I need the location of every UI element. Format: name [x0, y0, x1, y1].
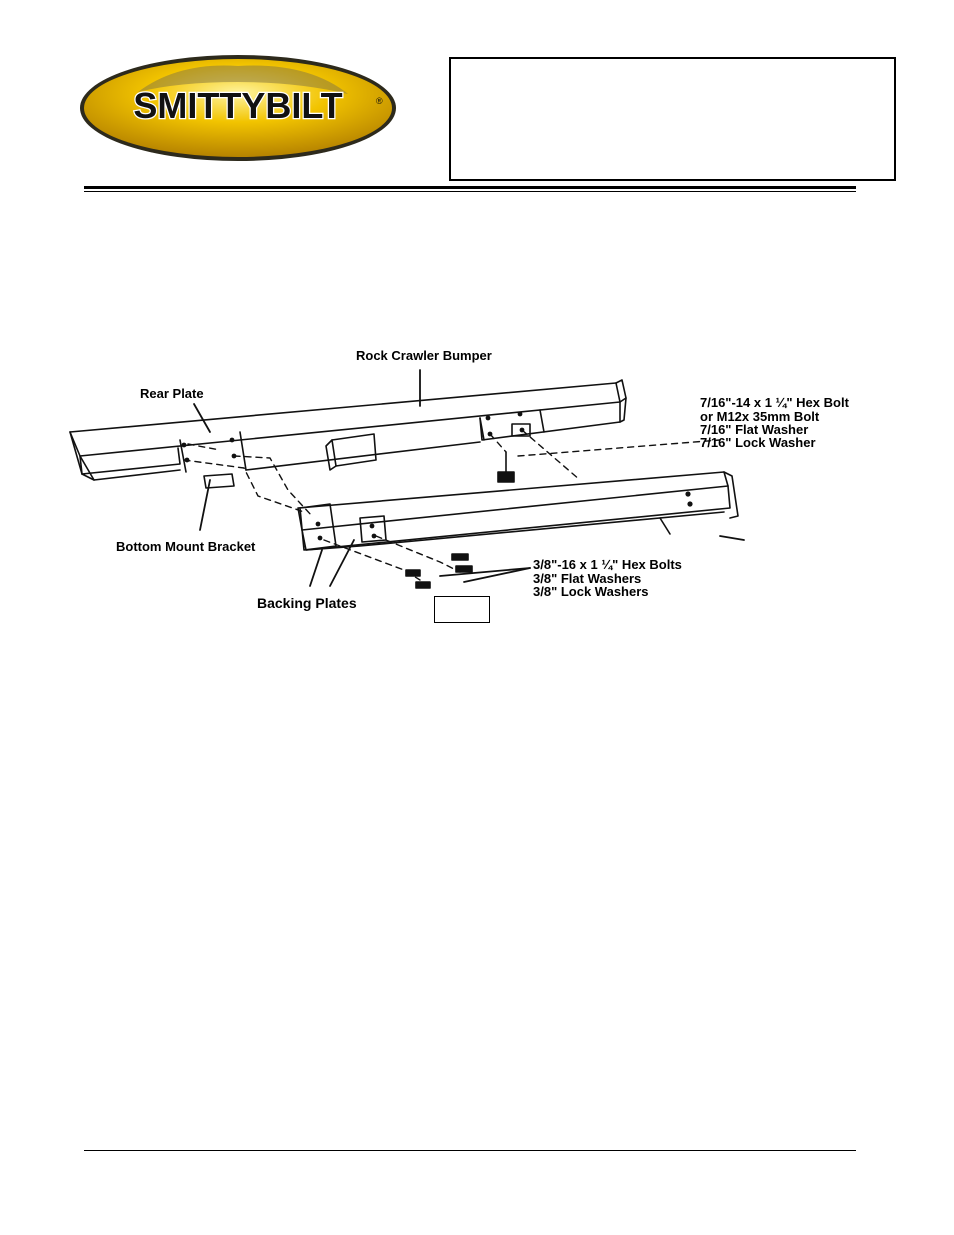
label-rear-plate: Rear Plate — [140, 386, 204, 401]
logo-text: SMITTYBILT — [133, 85, 343, 126]
smittybilt-logo — [78, 52, 398, 164]
footer-rule — [84, 1150, 856, 1151]
label-flat-washers-38: 3/8" Flat Washers — [533, 571, 642, 586]
diagram-drawing — [60, 340, 880, 630]
header-rule-thin — [84, 191, 856, 192]
header-info-box — [449, 57, 896, 181]
label-bottom-mount-bracket: Bottom Mount Bracket — [116, 539, 256, 554]
bumper-installation-diagram — [60, 340, 880, 630]
label-lock-washer-716: 7/16" Lock Washer — [700, 435, 816, 450]
figure-number-box — [434, 596, 490, 623]
bumper-right-face — [480, 402, 620, 440]
label-flat-washer-716: 7/16" Flat Washer — [700, 422, 809, 437]
label-hex-bolts-38: 3/8"-16 x 1 ¼" Hex Bolts — [533, 557, 682, 572]
label-backing-plates: Backing Plates — [257, 595, 357, 611]
bumper-bottom-edge — [246, 442, 480, 470]
bumper-panel-divider-left — [240, 432, 246, 470]
label-lock-washers-38: 3/8" Lock Washers — [533, 584, 649, 599]
header-rule-thick — [84, 186, 856, 189]
small-hex-bolts — [406, 554, 472, 588]
frame-rail-hanger — [660, 518, 670, 534]
registered-mark: ® — [376, 96, 383, 106]
logo-graphic — [78, 52, 398, 164]
bumper-panel-divider-far — [540, 410, 544, 432]
bumper-left-lower — [80, 456, 180, 480]
label-metric-bolt: or M12x 35mm Bolt — [700, 409, 820, 424]
receiver-hitch — [332, 434, 376, 466]
label-rock-crawler-bumper: Rock Crawler Bumper — [356, 348, 492, 363]
vertical-bolt-head — [498, 472, 514, 482]
label-hex-bolt-716: 7/16"-14 x 1 ¼" Hex Bolt — [700, 395, 849, 410]
